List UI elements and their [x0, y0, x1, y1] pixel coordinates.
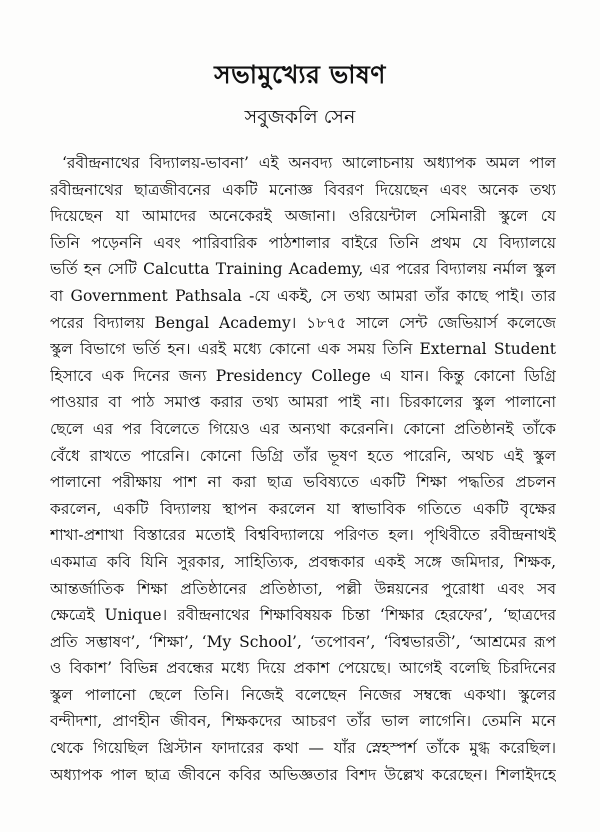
text-line: একমাত্র কবি যিনি সুরকার, সাহিত্যিক, প্রবন্ধকার একই সঙ্গে জমিদার, শিক্ষক, [50, 552, 556, 571]
text-line: পালানো পরীক্ষায় পাশ না করা ছাত্র ভবিষ্যতে একটি শিক্ষা পদ্ধতির প্রচলন [50, 473, 556, 492]
text-line: অধ্যাপক পাল ছাত্র জীবনে কবির অভিজ্ঞতার বিশদ উল্লেখ করেছেন। শিলাইদহে [50, 765, 556, 784]
text-line: ভর্তি হন সেটি Calcutta Training Academy, এর পরের বিদ্যালয় নর্মাল স্কুল [50, 260, 556, 279]
text-line: থেকে গিয়েছিল খ্রিস্টান ফাদারের কথা — যাঁর স্নেহস্পর্শ তাঁকে মুগ্ধ করেছিল। [50, 739, 556, 758]
text-line: বন্দীদশা, প্রাণহীন জীবন, শিক্ষকদের আচরণ তাঁর ভাল লাগেনি। তেমনি মনে [50, 712, 556, 731]
text-line: শাখা-প্রশাখা বিস্তারের মতোই বিশ্ববিদ্যালয়ে পরিণত হল। পৃথিবীতে রবীন্দ্রনাথই [50, 526, 556, 545]
text-line: হিসাবে এক দিনের জন্য Presidency College এ যান। কিন্তু কোনো ডিগ্রি [50, 366, 556, 385]
text-line: আন্তর্জাতিক শিক্ষা প্রতিষ্ঠানের প্রতিষ্ঠাতা, পল্লী উন্নয়নের পুরোধা এবং সব [50, 579, 556, 598]
text-line: বা Government Pathsala -যে একই, সে তথ্য আমরা তাঁর কাছে পাই। তার [50, 286, 556, 305]
text-line: দিয়েছেন যা আমাদের অনেকেরই অজানা। ওরিয়েন্টাল সেমিনারী স্কুলে যে [50, 207, 556, 226]
body-paragraph [50, 150, 556, 830]
text-line: পরের বিদ্যালয় Bengal Academy। ১৮৭৫ সালে সেন্ট জেভিয়ার্স কলেজে [50, 313, 556, 332]
text-line: বেঁধে রাখতে পারেনি। কোনো ডিগ্রি তাঁর ভূষণ হতে পারেনি, অথচ এই স্কুল [50, 446, 556, 465]
text-line: তিনি পড়েননি এবং পারিবারিক পাঠশালার বাইরে তিনি প্রথম যে বিদ্যালয়ে [50, 233, 556, 252]
text-line: ও বিকাশ’ বিভিন্ন প্রবন্ধের মধ্যে দিয়ে প্রকাশ পেয়েছে। আগেই বলেছি চিরদিনের [50, 659, 556, 678]
text-line: প্রতি সম্ভাষণ’, ‘শিক্ষা’, ‘My School’, ‘তপোবন’, ‘বিশ্বভারতী’, ‘আশ্রমের রূপ [50, 632, 556, 651]
text-line: পাওয়ার বা পাঠ সমাপ্ত করার তথ্য আমরা পাই না। চিরকালের স্কুল পালানো [50, 393, 556, 412]
text-line: রবীন্দ্রনাথের ছাত্রজীবনের একটি মনোজ্ঞ বিবরণ দিয়েছেন এবং অনেক তথ্য [50, 180, 556, 199]
text-line: স্কুল পালানো ছেলে তিনি। নিজেই বলেছেন নিজের সম্বন্ধে একথা। স্কুলের [50, 685, 556, 704]
text-line: স্কুল বিভাগে ভর্তি হন। এরই মধ্যে কোনো এক সময় তিনি External Student [50, 340, 556, 359]
page-title: সভামুখ্যের ভাষণ [214, 60, 386, 89]
text-line: করলেন, একটি বিদ্যালয় স্থাপন করলেন যা স্বাভাবিক গতিতে একটি বৃক্ষের [50, 499, 556, 518]
text-line: ক্ষেত্রেই Unique। রবীন্দ্রনাথের শিক্ষাবিষয়ক চিন্তা ‘শিক্ষার হেরফের’, ‘ছাত্রদের [50, 606, 556, 625]
text-line: ছেলে এর পর বিলেতে গিয়েও এর অন্যথা করেননি। কোনো প্রতিষ্ঠানই তাঁকে [50, 419, 556, 438]
author-name: সবুজকলি সেন [244, 106, 356, 128]
text-line: ‘রবীন্দ্রনাথের বিদ্যালয়-ভাবনা’ এই অনবদ্য আলোচনায় অধ্যাপক অমল পাল [62, 154, 556, 172]
